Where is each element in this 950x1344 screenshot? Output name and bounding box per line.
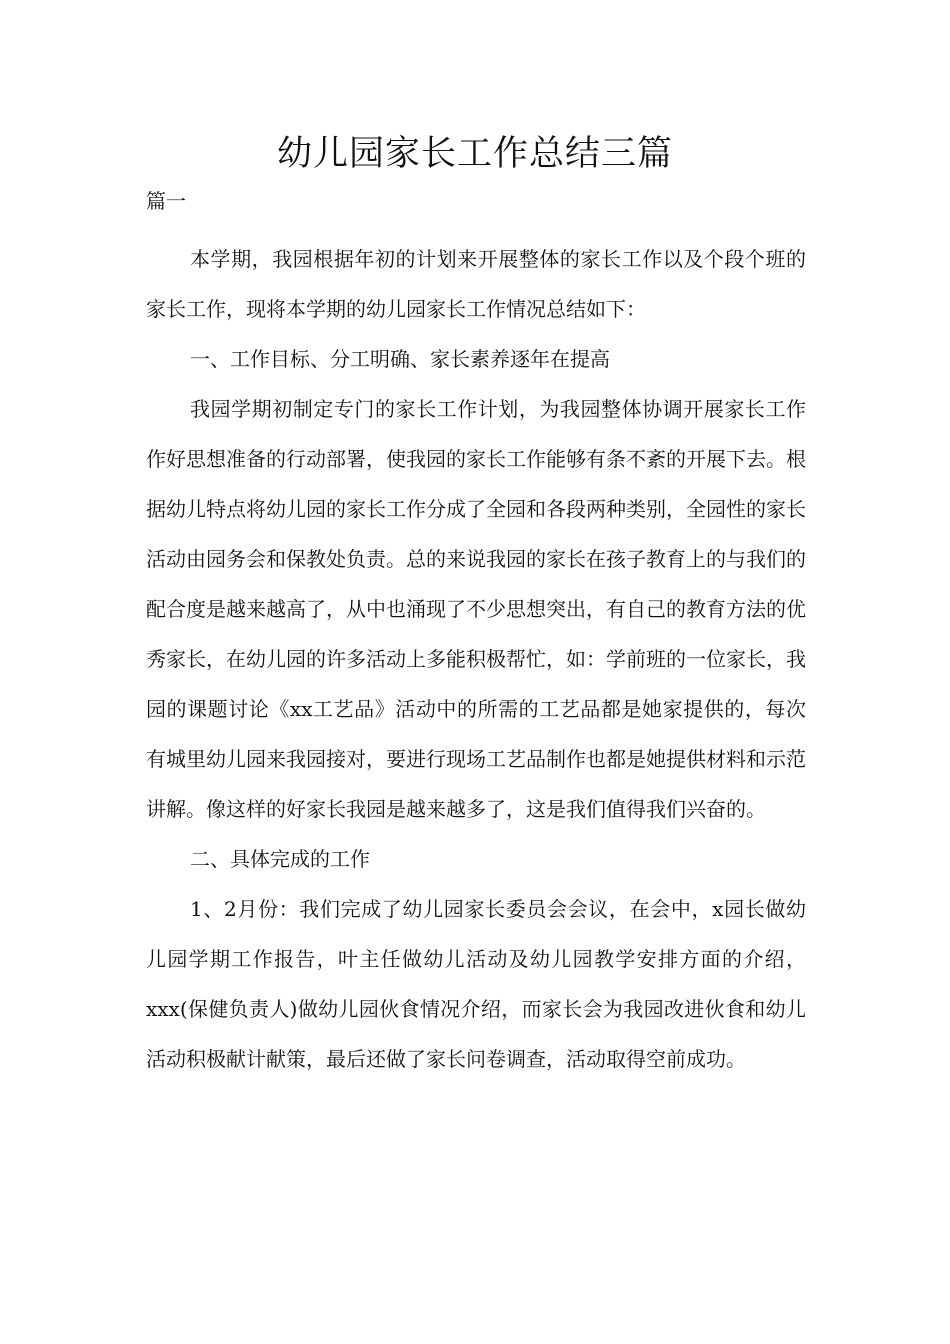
- section-label: 篇一: [146, 189, 186, 213]
- paragraph-section-one: 我园学期初制定专门的家长工作计划，为我园整体协调开展家长工作作好思想准备的行动部署，使我园的家长工作能够有条不紊的开展下去。根据幼儿特点将幼儿园的家长工作分成了全园和各段两种类别，全园性的家长活动由园务会和保教处负责。总的来说我园的家长在孩子教育上的与我们的配合度是越来越高了，从中也涌现了不少思想突出，有自己的教育方法的优秀家长，在幼儿园的许多活动上多能积极帮忙，如：学前班的一位家长，我园的课题讨论《xx工艺品》活动中的所需的工艺品都是她家提供的，每次有城里幼儿园来我园接对，要进行现场工艺品制作也都是她提供材料和示范讲解。像这样的好家长我园是越来越多了，这是我们值得我们兴奋的。: [146, 397, 806, 821]
- heading-section-two: 二、具体完成的工作: [190, 847, 370, 871]
- document-title: 幼儿园家长工作总结三篇: [276, 134, 673, 174]
- paragraph-february: 1、2月份：我们完成了幼儿园家长委员会会议，在会中，x园长做幼儿园学期工作报告，叶主任做幼儿活动及幼儿园教学安排方面的介绍，xxx(保健负责人)做幼儿园伙食情况介绍，而家长会为我园改进伙食和幼儿活动积极献计献策，最后还做了家长问卷调查，活动取得空前成功。: [146, 897, 806, 1071]
- document-body: [146, 234, 806, 1084]
- paragraph-intro: 本学期，我园根据年初的计划来开展整体的家长工作以及个段个班的家长工作，现将本学期的幼儿园家长工作情况总结如下：: [146, 247, 806, 321]
- heading-section-one: 一、工作目标、分工明确、家长素养逐年在提高: [190, 347, 610, 371]
